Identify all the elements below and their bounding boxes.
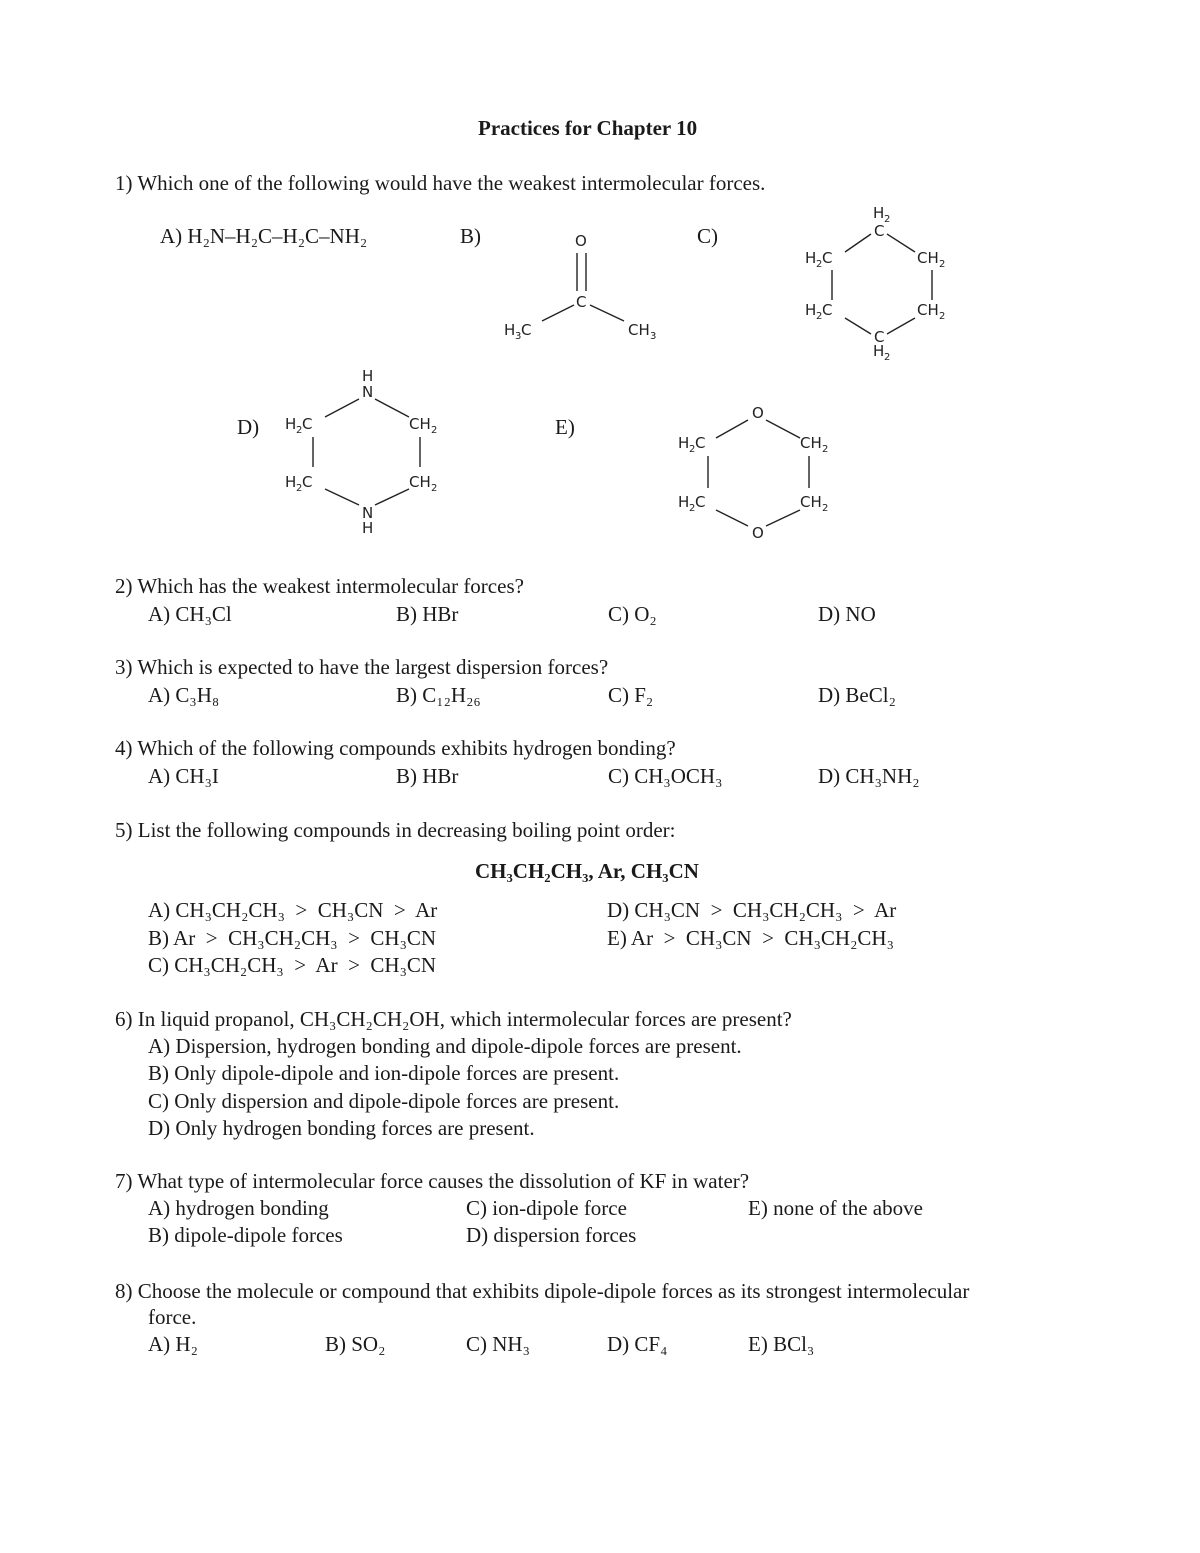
q3-option-c: C) F₂ xyxy=(608,683,654,707)
atom-label: C xyxy=(822,249,833,267)
bond-line xyxy=(590,305,624,321)
bond-line xyxy=(887,318,915,334)
cyclohexane-structure xyxy=(795,200,975,365)
atom-label: C xyxy=(874,328,885,346)
question-7-text: 7) What type of intermolecular force causes the dissolution of KF in water? xyxy=(115,1169,750,1193)
piperazine-structure xyxy=(275,365,465,535)
bond-line xyxy=(542,305,574,321)
q3-option-b: B) C₁₂H₂₆ xyxy=(396,683,481,707)
q6-option-b: B) Only dipole-dipole and ion-dipole forces are present. xyxy=(148,1061,620,1085)
atom-label: CH xyxy=(409,473,431,491)
atom-subscript: 2 xyxy=(431,483,438,494)
atom-label: CH xyxy=(917,301,939,319)
q6-option-a: A) Dispersion, hydrogen bonding and dipole-dipole forces are present. xyxy=(148,1034,742,1058)
bond-line xyxy=(375,489,409,505)
q5-compound-list: CH₃CH₂CH₃, Ar, CH₃CN xyxy=(475,859,699,883)
atom-subscript: 3 xyxy=(650,331,657,342)
question-8-text-continued: force. xyxy=(148,1305,197,1329)
atom-label: C xyxy=(576,293,587,311)
bond-line xyxy=(375,399,409,417)
q7-option-c: C) ion-dipole force xyxy=(466,1196,627,1220)
bond-line xyxy=(766,510,800,526)
atom-label: CH xyxy=(800,434,822,452)
q3-option-d: D) BeCl₂ xyxy=(818,683,896,707)
atom-label: CH xyxy=(917,249,939,267)
q5-option-c: C) CH₃CH₂CH₃ > Ar > CH₃CN xyxy=(148,953,437,977)
q2-option-c: C) O₂ xyxy=(608,602,657,626)
q7-option-e: E) none of the above xyxy=(748,1196,923,1220)
atom-label: CH xyxy=(409,415,431,433)
atom-subscript: 3 xyxy=(515,331,522,342)
atom-label: H xyxy=(678,493,690,511)
atom-label: H xyxy=(873,342,885,360)
atom-label: C xyxy=(695,434,706,452)
bond-line xyxy=(766,420,800,438)
bond-line xyxy=(325,399,359,417)
question-4-text: 4) Which of the following compounds exhibits hydrogen bonding? xyxy=(115,736,676,760)
atom-label: O xyxy=(752,404,764,422)
q8-option-a: A) H₂ xyxy=(148,1332,198,1356)
atom-label: N xyxy=(362,504,374,522)
q7-option-d: D) dispersion forces xyxy=(466,1223,637,1247)
bond-line xyxy=(716,420,748,438)
q4-option-b: B) HBr xyxy=(396,764,459,788)
atom-label: H xyxy=(285,415,297,433)
question-2-text: 2) Which has the weakest intermolecular forces? xyxy=(115,574,524,598)
q8-option-c: C) NH₃ xyxy=(466,1332,530,1356)
q1-option-e-label: E) xyxy=(555,415,575,439)
atom-label: C xyxy=(874,222,885,240)
atom-label: H xyxy=(805,249,817,267)
atom-subscript: 2 xyxy=(939,259,946,270)
atom-label: C xyxy=(302,415,313,433)
q4-option-a: A) CH₃I xyxy=(148,764,219,788)
atom-label: O xyxy=(575,232,587,250)
q8-option-b: B) SO₂ xyxy=(325,1332,386,1356)
atom-label: CH xyxy=(628,321,650,339)
q1-option-c-label: C) xyxy=(697,224,718,248)
bond-line xyxy=(325,489,359,505)
dioxane-structure xyxy=(668,400,858,545)
atom-subscript: 2 xyxy=(939,311,946,322)
atom-label: H xyxy=(805,301,817,319)
q8-option-e: E) BCl₃ xyxy=(748,1332,815,1356)
bond-line xyxy=(887,234,915,252)
atom-subscript: 2 xyxy=(689,503,696,514)
atom-label: H xyxy=(678,434,690,452)
atom-label: H xyxy=(362,367,374,385)
q6-option-d: D) Only hydrogen bonding forces are present. xyxy=(148,1116,535,1140)
atom-subscript: 2 xyxy=(296,425,303,436)
q7-option-a: A) hydrogen bonding xyxy=(148,1196,329,1220)
q8-option-d: D) CF₄ xyxy=(607,1332,668,1356)
q1-option-a: A) H₂N–H₂C–H₂C–NH₂ xyxy=(160,224,368,248)
q7-option-b: B) dipole-dipole forces xyxy=(148,1223,343,1247)
q2-option-a: A) CH₃Cl xyxy=(148,602,232,626)
atom-subscript: 2 xyxy=(689,444,696,455)
q5-option-a: A) CH₃CH₂CH₃ > CH₃CN > Ar xyxy=(148,898,438,922)
q2-option-b: B) HBr xyxy=(396,602,459,626)
q6-option-c: C) Only dispersion and dipole-dipole forces are present. xyxy=(148,1089,620,1113)
atom-label: H xyxy=(285,473,297,491)
q2-option-d: D) NO xyxy=(818,602,876,626)
atom-subscript: 2 xyxy=(816,311,823,322)
atom-label: N xyxy=(362,383,374,401)
question-1-text: 1) Which one of the following would have the weakest intermolecular forces. xyxy=(115,171,766,195)
atom-subscript: 2 xyxy=(816,259,823,270)
q5-option-e: E) Ar > CH₃CN > CH₃CH₂CH₃ xyxy=(607,926,894,950)
atom-label: O xyxy=(752,524,764,542)
atom-label: CH xyxy=(800,493,822,511)
question-3-text: 3) Which is expected to have the largest dispersion forces? xyxy=(115,655,609,679)
q1-option-d-label: D) xyxy=(237,415,260,439)
atom-label: H xyxy=(362,519,374,537)
atom-label: C xyxy=(822,301,833,319)
atom-subscript: 2 xyxy=(884,352,891,363)
q5-option-b: B) Ar > CH₃CH₂CH₃ > CH₃CN xyxy=(148,926,437,950)
atom-subscript: 2 xyxy=(884,214,891,225)
q3-option-a: A) C₃H₈ xyxy=(148,683,220,707)
q1-option-b-label: B) xyxy=(460,224,481,248)
page-title: Practices for Chapter 10 xyxy=(478,116,698,140)
atom-subscript: 2 xyxy=(822,503,829,514)
question-6-text: 6) In liquid propanol, CH₃CH₂CH₂OH, which intermolecular forces are present? xyxy=(115,1007,792,1031)
atom-label: C xyxy=(695,493,706,511)
bond-line xyxy=(845,234,871,252)
question-8-text: 8) Choose the molecule or compound that exhibits dipole-dipole forces as its strongest intermolecular xyxy=(115,1279,970,1303)
q4-option-c: C) CH₃OCH₃ xyxy=(608,764,723,788)
atom-label: C xyxy=(302,473,313,491)
atom-label: H xyxy=(873,204,885,222)
atom-subscript: 2 xyxy=(822,444,829,455)
acetone-structure xyxy=(490,225,680,355)
atom-label: H xyxy=(504,321,516,339)
atom-label: C xyxy=(521,321,532,339)
bond-line xyxy=(845,318,871,334)
atom-subscript: 2 xyxy=(431,425,438,436)
atom-subscript: 2 xyxy=(296,483,303,494)
q4-option-d: D) CH₃NH₂ xyxy=(818,764,920,788)
question-5-text: 5) List the following compounds in decreasing boiling point order: xyxy=(115,818,676,842)
bond-line xyxy=(716,510,748,526)
q5-option-d: D) CH₃CN > CH₃CH₂CH₃ > Ar xyxy=(607,898,897,922)
